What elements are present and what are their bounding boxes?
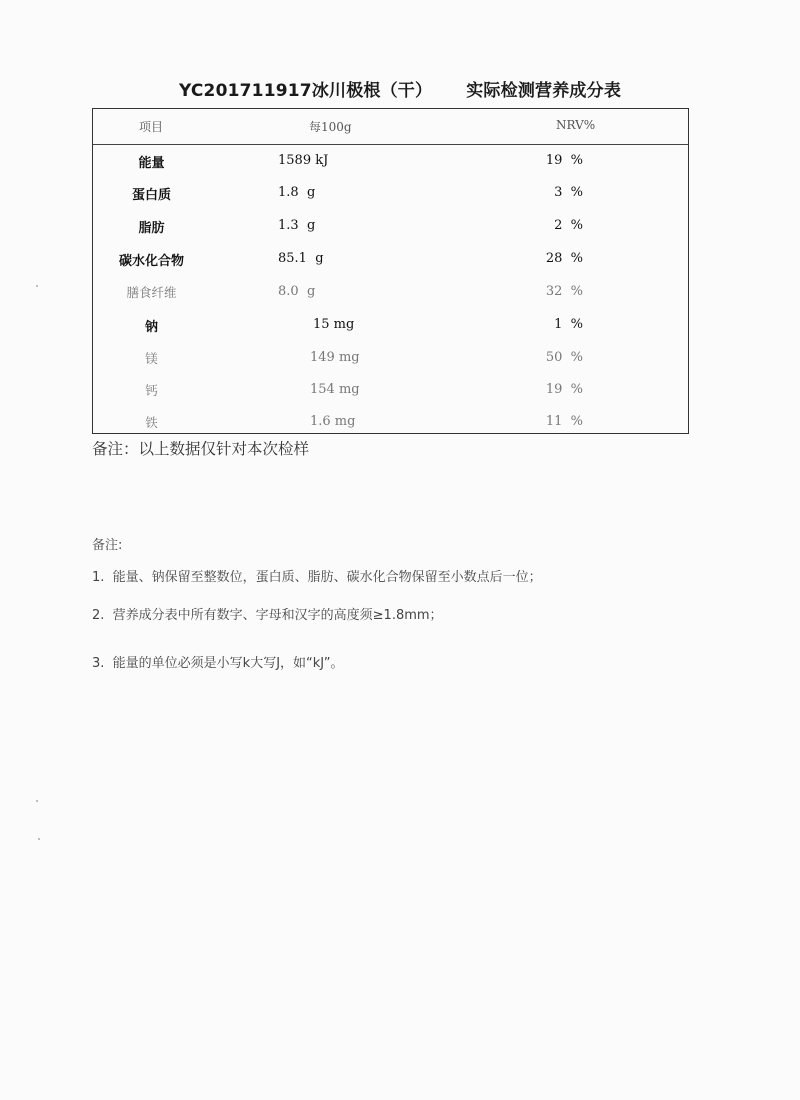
title-heading: 实际检测营养成分表 — [466, 81, 622, 101]
title-product: YC201711917冰川极根（干） — [178, 81, 433, 101]
row-amount: 154 mg — [310, 382, 360, 397]
table-row — [93, 211, 688, 243]
table-row — [93, 178, 688, 210]
sample-note: 备注：以上数据仅针对本次检样 — [92, 440, 310, 458]
row-name: 铁 — [145, 415, 158, 430]
header-per-100g: 每100g — [309, 120, 352, 134]
row-name: 碳水化合物 — [118, 254, 184, 269]
table-row — [93, 244, 688, 276]
row-name: 膳食纤维 — [126, 285, 177, 300]
row-nrv: 3 % — [554, 185, 583, 200]
row-nrv: 19 % — [545, 153, 583, 168]
table-row — [93, 146, 688, 178]
row-nrv: 32 % — [545, 284, 583, 299]
table-row — [93, 375, 688, 407]
scan-speck — [36, 800, 38, 802]
row-amount: 1.8 g — [278, 185, 316, 200]
row-nrv: 11 % — [545, 414, 583, 429]
row-amount: 8.0 g — [278, 284, 316, 299]
table-row — [93, 277, 688, 309]
row-amount: 1.6 mg — [310, 414, 356, 429]
row-nrv: 1 % — [554, 317, 583, 332]
row-nrv: 19 % — [545, 382, 583, 397]
row-nrv: 2 % — [554, 218, 583, 233]
row-amount: 149 mg — [310, 350, 360, 365]
row-amount: 1589 kJ — [278, 153, 329, 168]
table-row — [93, 343, 688, 375]
row-name: 钙 — [145, 383, 158, 398]
row-name: 镁 — [145, 351, 158, 366]
nutrition-table — [92, 108, 689, 434]
row-name: 钠 — [144, 320, 158, 335]
scan-speck — [38, 838, 40, 840]
row-amount: 15 mg — [313, 317, 355, 332]
row-amount: 1.3 g — [278, 218, 316, 233]
row-name: 脂肪 — [138, 221, 165, 236]
table-header — [93, 109, 688, 145]
row-name: 能量 — [138, 156, 165, 171]
row-nrv: 50 % — [545, 350, 583, 365]
remark-item: 2. 营养成分表中所有数字、字母和汉字的高度须≥1.8mm； — [92, 608, 443, 623]
document-title — [0, 76, 800, 101]
header-nrv: NRV% — [556, 118, 596, 132]
header-item: 项目 — [139, 120, 164, 134]
row-amount: 85.1 g — [278, 251, 324, 266]
table-row — [93, 310, 688, 342]
row-name: 蛋白质 — [131, 188, 171, 203]
scan-speck — [36, 285, 38, 287]
row-nrv: 28 % — [545, 251, 583, 266]
table-row — [93, 407, 688, 439]
remarks-title: 备注: — [92, 538, 123, 553]
remark-item: 3. 能量的单位必须是小写k大写J，如“kJ”。 — [92, 656, 344, 671]
remark-item: 1. 能量、钠保留至整数位，蛋白质、脂肪、碳水化合物保留至小数点后一位； — [92, 570, 542, 585]
